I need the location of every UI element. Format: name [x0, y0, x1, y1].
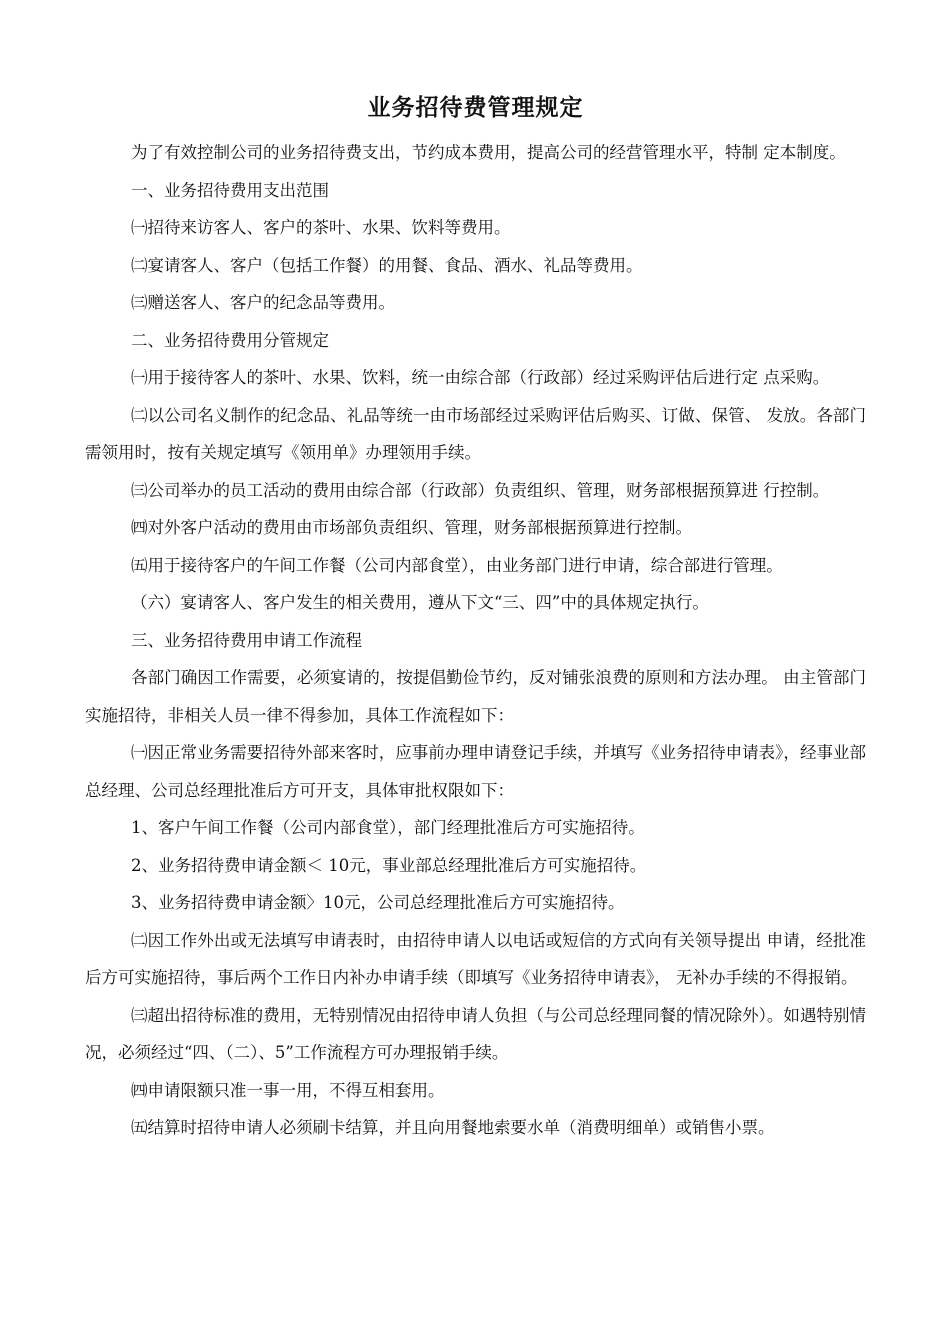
list-item: ㈠用于接待客人的茶叶、水果、饮料，统一由综合部（行政部）经过采购评估后进行定 点采购。 [131, 368, 830, 387]
intro-paragraph: 为了有效控制公司的业务招待费支出，节约成本费用，提高公司的经营管理水平，特制 定本制度。 [131, 143, 846, 162]
list-item: ㈣申请限额只准一事一用，不得互相套用。 [131, 1080, 445, 1100]
sub-item: 3、业务招待费申请金额〉10元，公司总经理批准后方可实施招待。 [131, 893, 625, 912]
list-item: ㈠招待来访客人、客户的茶叶、水果、饮料等费用。 [131, 218, 511, 237]
list-item: ㈤用于接待客户的午间工作餐（公司内部食堂），由业务部门进行申请，综合部进行管理。 [131, 555, 783, 575]
list-item: ㈢超出招待标准的费用，无特别情况由招待申请人负担（与公司总经理同餐的情况除外）。如遇特别情况，必须经过“四、（二）、5”工作流程方可办理报销手续。 [85, 1005, 866, 1062]
list-item: ㈣对外客户活动的费用由市场部负责组织、管理，财务部根据预算进行控制。 [131, 518, 692, 537]
list-item: ㈡以公司名义制作的纪念品、礼品等统一由市场部经过采购评估后购买、订做、保管、 发放。各部门需领用时，按有关规定填写《领用单》办理领用手续。 [85, 405, 866, 462]
list-item: ㈡宴请客人、客户（包括工作餐）的用餐、食品、酒水、礼品等费用。 [131, 255, 643, 275]
sub-item: 2、业务招待费申请金额＜ 10元，事业部总经理批准后方可实施招待。 [131, 855, 647, 875]
list-item: ㈢赠送客人、客户的纪念品等费用。 [131, 293, 395, 312]
document-title: 业务招待费管理规定 [367, 94, 584, 121]
section-heading-2: 二、业务招待费用分管规定 [131, 330, 329, 350]
list-item: ㈤结算时招待申请人必须刷卡结算，并且向用餐地索要水单（消费明细单）或销售小票。 [131, 1118, 775, 1137]
list-item: ㈡因工作外出或无法填写申请表时，由招待申请人以电话或短信的方式向有关领导提出 申请，经批准后方可实施招待，事后两个工作日内补办申请手续（即填写《业务招待申请表》， 无补办手续的不得报销。 [85, 930, 866, 987]
list-item: ㈠因正常业务需要招待外部来客时，应事前办理申请登记手续，并填写《业务招待申请表》，经事业部总经理、公司总经理批准后方可开支，具体审批权限如下： [85, 743, 866, 800]
sub-item: 1、客户午间工作餐（公司内部食堂），部门经理批准后方可实施招待。 [131, 818, 645, 837]
list-item: ㈢公司举办的员工活动的费用由综合部（行政部）负责组织、管理，财务部根据预算进 行控制。 [131, 480, 830, 500]
body-paragraph: 各部门确因工作需要，必须宴请的，按提倡勤俭节约，反对铺张浪费的原则和方法办理。 由主管部门实施招待，非相关人员一律不得参加，具体工作流程如下： [85, 668, 866, 725]
section-heading-3: 三、业务招待费用申请工作流程 [131, 630, 362, 650]
section-heading-1: 一、业务招待费用支出范围 [131, 180, 329, 200]
list-item: （六）宴请客人、客户发生的相关费用，遵从下文“三、四”中的具体规定执行。 [131, 593, 709, 612]
